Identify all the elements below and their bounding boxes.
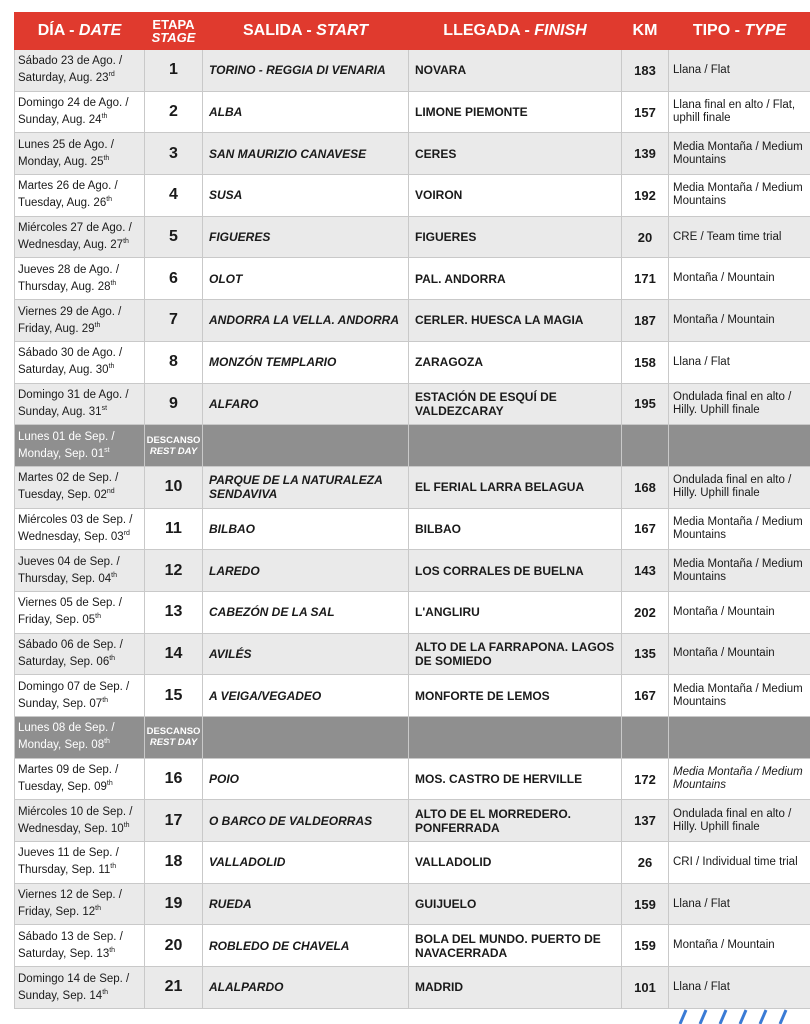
stage-number: 19 [145, 883, 203, 925]
stage-type: Media Montaña / Medium Mountains [669, 133, 810, 175]
date-en: Tuesday, Aug. 26th [18, 196, 113, 210]
date-en: Friday, Sep. 12th [18, 905, 101, 918]
distance-km: 171 [622, 258, 669, 300]
finish-location: MONFORTE DE LEMOS [409, 675, 622, 717]
stage-schedule-table [14, 12, 810, 1009]
stage-type: Media Montaña / Medium Mountains [669, 550, 810, 592]
table-row [15, 591, 810, 633]
date-cell [15, 91, 145, 133]
distance-km: 157 [622, 91, 669, 133]
finish-location: L'ANGLIRU [409, 591, 622, 633]
date-es: Sábado 30 de Ago. / [18, 347, 123, 360]
stage-type: Llana / Flat [669, 341, 810, 383]
date-es: Sábado 06 de Sep. / [18, 639, 123, 652]
finish-location: VALLADOLID [409, 842, 622, 884]
date-es: Lunes 25 de Ago. / [18, 138, 114, 151]
date-en: Tuesday, Sep. 09th [18, 780, 113, 793]
stage-number: 17 [145, 800, 203, 842]
distance-km: 158 [622, 341, 669, 383]
date-es: Martes 26 de Ago. / [18, 180, 118, 193]
distance-km: 195 [622, 383, 669, 425]
date-es: Miércoles 10 de Sep. / [18, 805, 133, 818]
start-location: PARQUE DE LA NATURALEZA SENDAVIVA [203, 466, 409, 508]
finish-location: CERLER. HUESCA LA MAGIA [409, 300, 622, 342]
finish-location: BOLA DEL MUNDO. PUERTO DE NAVACERRADA [409, 925, 622, 967]
date-en: Wednesday, Aug. 27th [18, 238, 129, 251]
date-en: Saturday, Sep. 06th [18, 655, 116, 668]
stage-number: 10 [145, 466, 203, 508]
stage-type: Montaña / Mountain [669, 633, 810, 675]
distance-km: 101 [622, 967, 669, 1009]
table-row [15, 550, 810, 592]
date-en: Monday, Sep. 01st [18, 446, 110, 460]
date-cell [15, 508, 145, 550]
start-location: TORINO - REGGIA DI VENARIA [203, 50, 409, 92]
rest-day-row [15, 425, 810, 467]
stage-number: 20 [145, 925, 203, 967]
distance-km: 139 [622, 133, 669, 175]
date-es: Martes 09 de Sep. / [18, 764, 119, 777]
stage-number: 3 [145, 133, 203, 175]
stage-number: 13 [145, 591, 203, 633]
date-en: Sunday, Aug. 31st [18, 404, 108, 418]
finish-location: ZARAGOZA [409, 341, 622, 383]
start-location: POIO [203, 758, 409, 800]
date-es: Domingo 24 de Ago. / [18, 97, 129, 110]
date-es: Lunes 08 de Sep. / [18, 722, 115, 735]
distance-km: 167 [622, 508, 669, 550]
finish-location: GUIJUELO [409, 883, 622, 925]
rest-day-row [15, 717, 810, 759]
start-location: CABEZÓN DE LA SAL [203, 591, 409, 633]
table-row [15, 341, 810, 383]
distance-km: 183 [622, 50, 669, 92]
stage-type: Montaña / Mountain [669, 925, 810, 967]
stage-number: 2 [145, 91, 203, 133]
header-date: DÍA - DATE [15, 13, 145, 50]
date-es: Sábado 13 de Sep. / [18, 930, 123, 943]
distance-km: 159 [622, 925, 669, 967]
date-cell [15, 550, 145, 592]
start-location: O BARCO DE VALDEORRAS [203, 800, 409, 842]
date-en: Saturday, Aug. 23rd [18, 71, 115, 85]
date-en: Wednesday, Sep. 03rd [18, 529, 130, 543]
start-location: ALFARO [203, 383, 409, 425]
stage-number: 12 [145, 550, 203, 592]
stage-type: Media Montaña / Medium Mountains [669, 175, 810, 217]
table-row [15, 258, 810, 300]
table-row [15, 883, 810, 925]
distance-km: 20 [622, 216, 669, 258]
empty-cell [203, 717, 409, 759]
stage-number: 5 [145, 216, 203, 258]
rest-day-label: DESCANSO REST DAY [145, 717, 203, 759]
stage-number: 21 [145, 967, 203, 1009]
distance-km: 187 [622, 300, 669, 342]
stage-type: Ondulada final en alto / Hilly. Uphill finale [669, 383, 810, 425]
date-en: Monday, Sep. 08th [18, 738, 110, 752]
header-stage: ETAPA STAGE [145, 13, 203, 50]
date-cell [15, 717, 145, 759]
finish-location: MADRID [409, 967, 622, 1009]
start-location: RUEDA [203, 883, 409, 925]
table-header-row [15, 13, 810, 50]
header-type: TIPO - TYPE [669, 13, 810, 50]
stage-number: 1 [145, 50, 203, 92]
stage-type: Llana / Flat [669, 967, 810, 1009]
finish-location: MOS. CASTRO DE HERVILLE [409, 758, 622, 800]
date-es: Miércoles 03 de Sep. / [18, 513, 133, 526]
finish-location: NOVARA [409, 50, 622, 92]
stage-type: Montaña / Mountain [669, 591, 810, 633]
date-cell [15, 341, 145, 383]
date-es: Lunes 01 de Sep. / [18, 430, 115, 443]
distance-km: 168 [622, 466, 669, 508]
stage-type: Llana / Flat [669, 50, 810, 92]
date-cell [15, 216, 145, 258]
table-row [15, 133, 810, 175]
distance-km: 135 [622, 633, 669, 675]
table-row [15, 466, 810, 508]
table-row [15, 842, 810, 884]
stage-type: Llana / Flat [669, 883, 810, 925]
stage-number: 6 [145, 258, 203, 300]
start-location: LAREDO [203, 550, 409, 592]
table-row [15, 383, 810, 425]
distance-km: 172 [622, 758, 669, 800]
header-km: KM [622, 13, 669, 50]
date-en: Monday, Aug. 25th [18, 154, 110, 168]
date-en: Sunday, Sep. 14th [18, 988, 109, 1002]
stage-number: 9 [145, 383, 203, 425]
date-es: Jueves 04 de Sep. / [18, 555, 120, 568]
empty-cell [203, 425, 409, 467]
stage-number: 4 [145, 175, 203, 217]
finish-location: LIMONE PIEMONTE [409, 91, 622, 133]
start-location: ANDORRA LA VELLA. ANDORRA [203, 300, 409, 342]
table-row [15, 758, 810, 800]
distance-km: 137 [622, 800, 669, 842]
finish-location: LOS CORRALES DE BUELNA [409, 550, 622, 592]
start-location: AVILÉS [203, 633, 409, 675]
empty-cell [409, 425, 622, 467]
start-location: OLOT [203, 258, 409, 300]
start-location: ROBLEDO DE CHAVELA [203, 925, 409, 967]
table-row [15, 967, 810, 1009]
table-row [15, 675, 810, 717]
finish-location: ESTACIÓN DE ESQUÍ DE VALDEZCARAY [409, 383, 622, 425]
table-row [15, 633, 810, 675]
start-location: ALBA [203, 91, 409, 133]
stage-number: 18 [145, 842, 203, 884]
stage-number: 15 [145, 675, 203, 717]
stage-type: Montaña / Mountain [669, 300, 810, 342]
date-en: Sunday, Aug. 24th [18, 113, 108, 126]
start-location: BILBAO [203, 508, 409, 550]
date-es: Jueves 11 de Sep. / [18, 847, 119, 860]
stage-type: Ondulada final en alto / Hilly. Uphill finale [669, 800, 810, 842]
rest-day-label: DESCANSO REST DAY [145, 425, 203, 467]
empty-cell [409, 717, 622, 759]
date-cell [15, 383, 145, 425]
start-location: A VEIGA/VEGADEO [203, 675, 409, 717]
date-es: Jueves 28 de Ago. / [18, 263, 120, 276]
empty-cell [622, 717, 669, 759]
date-es: Miércoles 27 de Ago. / [18, 222, 132, 235]
finish-location: BILBAO [409, 508, 622, 550]
table-row [15, 925, 810, 967]
header-start: SALIDA - START [203, 13, 409, 50]
start-location: MONZÓN TEMPLARIO [203, 341, 409, 383]
date-es: Martes 02 de Sep. / [18, 472, 119, 485]
date-cell [15, 758, 145, 800]
date-cell [15, 675, 145, 717]
date-en: Thursday, Sep. 11th [18, 863, 117, 877]
date-cell [15, 925, 145, 967]
date-es: Viernes 05 de Sep. / [18, 597, 122, 610]
finish-location: CERES [409, 133, 622, 175]
finish-location: VOIRON [409, 175, 622, 217]
start-location: FIGUERES [203, 216, 409, 258]
finish-location: EL FERIAL LARRA BELAGUA [409, 466, 622, 508]
empty-cell [669, 425, 810, 467]
table-row [15, 508, 810, 550]
stage-number: 14 [145, 633, 203, 675]
stage-type: CRI / Individual time trial [669, 842, 810, 884]
stage-number: 7 [145, 300, 203, 342]
stage-type: Llana final en alto / Flat, uphill finale [669, 91, 810, 133]
date-cell [15, 967, 145, 1009]
date-en: Friday, Sep. 05th [18, 613, 101, 627]
date-en: Sunday, Sep. 07th [18, 696, 109, 710]
date-cell [15, 633, 145, 675]
date-cell [15, 133, 145, 175]
table-row [15, 216, 810, 258]
distance-km: 159 [622, 883, 669, 925]
start-location: SAN MAURIZIO CANAVESE [203, 133, 409, 175]
start-location: VALLADOLID [203, 842, 409, 884]
date-cell [15, 842, 145, 884]
finish-location: FIGUERES [409, 216, 622, 258]
date-es: Domingo 07 de Sep. / [18, 680, 130, 693]
date-cell [15, 425, 145, 467]
date-es: Domingo 14 de Sep. / [18, 972, 130, 985]
date-cell [15, 466, 145, 508]
date-en: Saturday, Aug. 30th [18, 363, 115, 377]
date-cell [15, 591, 145, 633]
date-es: Domingo 31 de Ago. / [18, 388, 129, 401]
stage-type: Montaña / Mountain [669, 258, 810, 300]
empty-cell [669, 717, 810, 759]
date-es: Viernes 12 de Sep. / [18, 889, 122, 902]
empty-cell [622, 425, 669, 467]
finish-location: PAL. ANDORRA [409, 258, 622, 300]
stage-table-container [14, 12, 810, 1009]
date-cell [15, 883, 145, 925]
finish-location: ALTO DE EL MORREDERO. PONFERRADA [409, 800, 622, 842]
table-row [15, 800, 810, 842]
stage-number: 16 [145, 758, 203, 800]
date-cell [15, 50, 145, 92]
distance-km: 202 [622, 591, 669, 633]
date-es: Viernes 29 de Ago. / [18, 305, 122, 318]
date-cell [15, 175, 145, 217]
date-es: Sábado 23 de Ago. / [18, 55, 123, 68]
stage-type: Media Montaña / Medium Mountains [669, 675, 810, 717]
table-row [15, 300, 810, 342]
distance-km: 26 [622, 842, 669, 884]
stage-type: Media Montaña / Medium Mountains [669, 508, 810, 550]
date-cell [15, 800, 145, 842]
distance-km: 192 [622, 175, 669, 217]
date-en: Friday, Aug. 29th [18, 321, 101, 335]
date-en: Tuesday, Sep. 02nd [18, 488, 115, 502]
date-en: Wednesday, Sep. 10th [18, 821, 130, 835]
date-en: Thursday, Aug. 28th [18, 279, 117, 293]
date-cell [15, 300, 145, 342]
table-row [15, 50, 810, 92]
table-row [15, 175, 810, 217]
stage-type: Media Montaña / Medium Mountains [669, 758, 810, 800]
date-en: Thursday, Sep. 04th [18, 571, 117, 585]
table-row [15, 91, 810, 133]
header-finish: LLEGADA - FINISH [409, 13, 622, 50]
stage-number: 8 [145, 341, 203, 383]
start-location: SUSA [203, 175, 409, 217]
distance-km: 167 [622, 675, 669, 717]
date-en: Saturday, Sep. 13th [18, 946, 116, 960]
start-location: ALALPARDO [203, 967, 409, 1009]
distance-km: 143 [622, 550, 669, 592]
stage-type: CRE / Team time trial [669, 216, 810, 258]
stage-number: 11 [145, 508, 203, 550]
date-cell [15, 258, 145, 300]
stage-type: Ondulada final en alto / Hilly. Uphill finale [669, 466, 810, 508]
finish-location: ALTO DE LA FARRAPONA. LAGOS DE SOMIEDO [409, 633, 622, 675]
